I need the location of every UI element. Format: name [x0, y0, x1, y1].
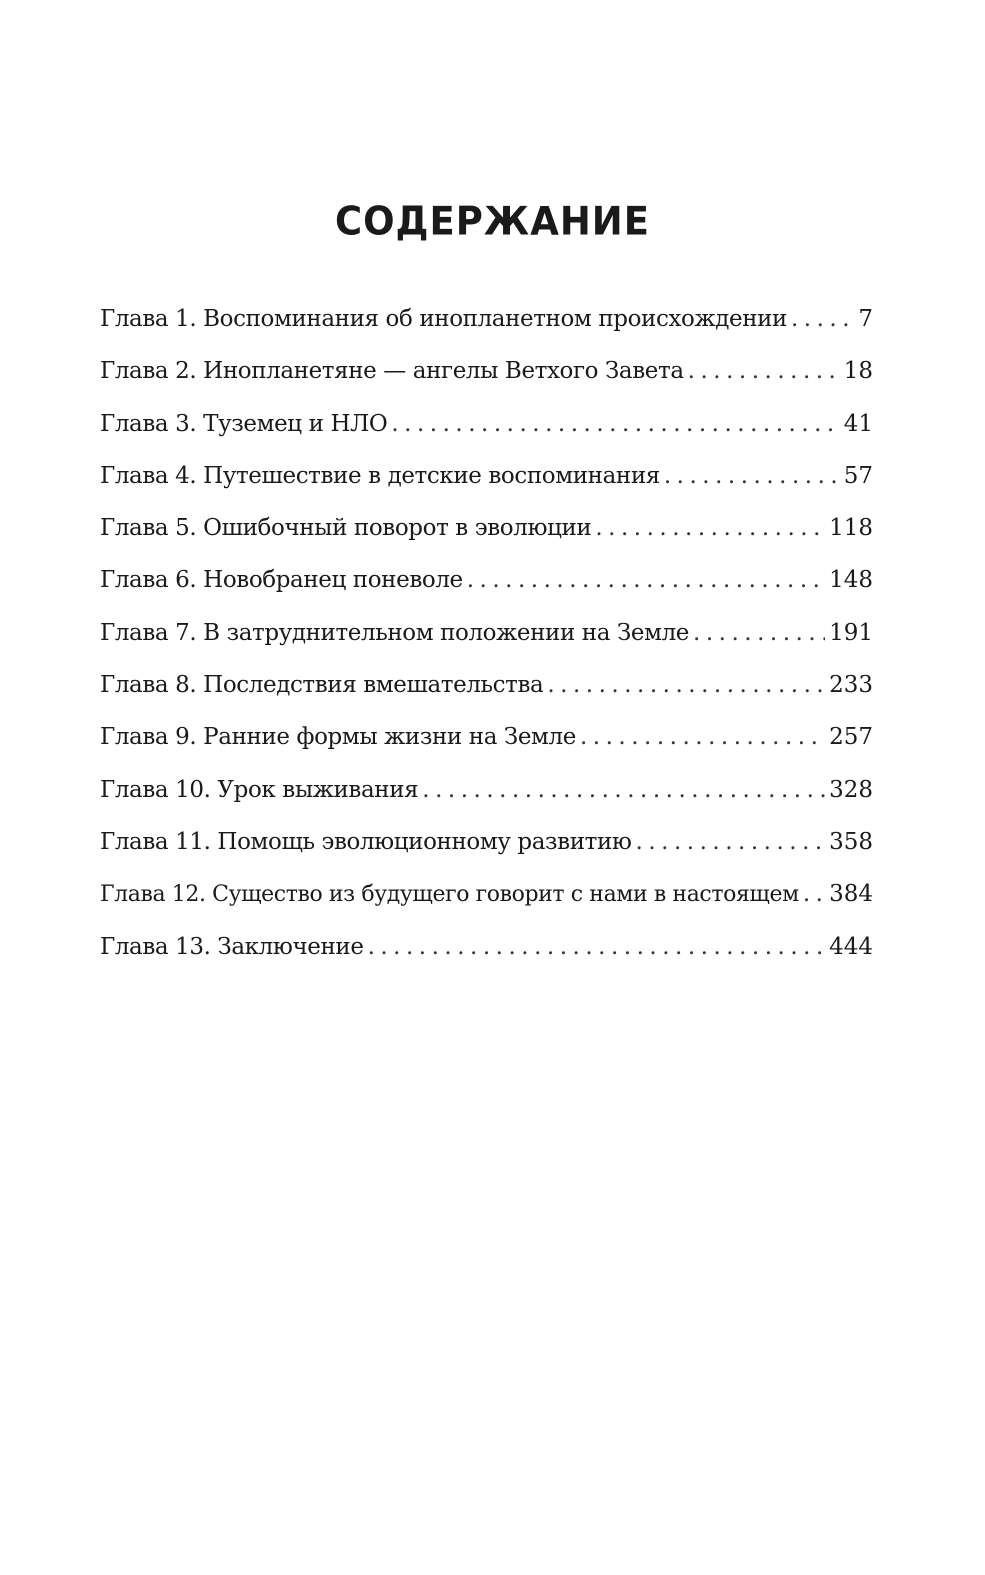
toc-entry-page: 148	[829, 567, 873, 594]
toc-entry-page: 444	[829, 933, 873, 960]
toc-entry-label: Глава 1. Воспоминания об инопланетном происхождении	[100, 306, 787, 332]
toc-entry-page: 257	[829, 724, 873, 751]
toc-entry-10[interactable]	[100, 768, 873, 820]
toc-entry-label: Глава 4. Путешествие в детские воспоминания	[100, 462, 660, 489]
toc-entry-label: Глава 13. Заключение	[100, 933, 364, 960]
toc-entry-11[interactable]	[100, 820, 873, 872]
dot-leader	[664, 454, 840, 498]
toc-entry-1[interactable]	[100, 297, 873, 349]
dot-leader	[693, 611, 825, 655]
toc-entry-page: 191	[829, 619, 873, 646]
toc-entry-label: Глава 8. Последствия вмешательства	[100, 672, 544, 699]
toc-entry-page: 358	[829, 828, 873, 855]
dot-leader	[636, 820, 826, 864]
toc-entry-page: 41	[843, 410, 873, 437]
toc-entry-4[interactable]	[100, 454, 873, 506]
toc-entry-8[interactable]	[100, 663, 873, 715]
toc-entry-9[interactable]	[100, 715, 873, 767]
toc-entry-label: Глава 12. Существо из будущего говорит с нами в настоящем	[100, 882, 799, 908]
dot-leader	[803, 872, 825, 916]
dot-leader	[791, 297, 854, 341]
toc-entry-label: Глава 5. Ошибочный поворот в эволюции	[100, 515, 592, 542]
toc-entry-7[interactable]	[100, 611, 873, 663]
toc-entry-page: 384	[829, 881, 873, 908]
dot-leader	[580, 715, 825, 759]
toc-entry-label: Глава 3. Туземец и НЛО	[100, 410, 388, 437]
toc-entry-label: Глава 2. Инопланетяне — ангелы Ветхого Завета	[100, 358, 684, 385]
dot-leader	[547, 663, 825, 707]
toc-entry-5[interactable]	[100, 506, 873, 558]
dot-leader	[368, 925, 826, 969]
table-of-contents	[100, 297, 873, 977]
toc-entry-6[interactable]	[100, 558, 873, 610]
toc-entry-page: 18	[843, 358, 873, 385]
toc-entry-page: 118	[829, 515, 873, 542]
toc-entry-page: 233	[829, 672, 873, 699]
dot-leader	[595, 506, 825, 550]
toc-entry-label: Глава 11. Помощь эволюционному развитию	[100, 828, 632, 855]
toc-entry-label: Глава 10. Урок выживания	[100, 776, 419, 803]
toc-entry-page: 7	[858, 306, 873, 332]
dot-leader	[391, 402, 839, 446]
dot-leader	[467, 558, 825, 602]
toc-entry-page: 57	[843, 462, 873, 489]
toc-entry-13[interactable]	[100, 925, 873, 977]
toc-entry-label: Глава 7. В затруднительном положении на Земле	[100, 619, 690, 646]
page-title: СОДЕРЖАНИЕ	[334, 198, 651, 245]
toc-entry-label: Глава 9. Ранние формы жизни на Земле	[100, 724, 576, 751]
toc-entry-page: 328	[829, 776, 873, 803]
dot-leader	[688, 349, 840, 393]
dot-leader	[422, 768, 825, 812]
toc-entry-label: Глава 6. Новобранец поневоле	[100, 567, 463, 594]
toc-entry-12[interactable]	[100, 872, 873, 924]
toc-entry-2[interactable]	[100, 349, 873, 401]
toc-entry-3[interactable]	[100, 402, 873, 454]
